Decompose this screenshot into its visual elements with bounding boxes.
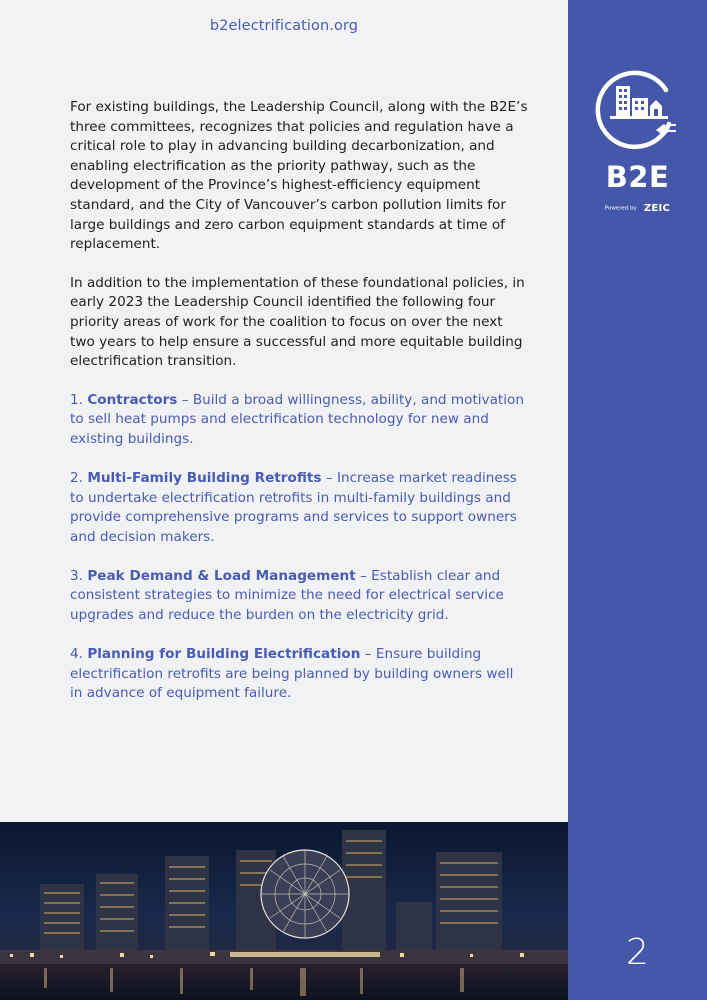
priority-title: Multi-Family Building Retrofits [87, 470, 322, 486]
powered-by-label: Powered by [604, 205, 637, 212]
body-content [70, 98, 530, 723]
priority-title: Peak Demand & Load Management [87, 567, 356, 584]
priority-number: 1. [70, 391, 83, 408]
priority-text: – Establish clear and consistent strategies to minimize the need for electrical service upgrades and reduce the burden on the electricity grid. [70, 567, 504, 624]
powered-by-brand: ZEIC [643, 203, 671, 214]
priority-title: Contractors [87, 391, 178, 408]
priority-item-planning [70, 645, 530, 704]
priority-item-peak-demand [70, 567, 530, 626]
powered-by [568, 198, 707, 217]
priority-item-contractors [70, 391, 530, 450]
priority-number: 3. [70, 567, 83, 584]
priority-text: – Ensure building electrification retrofits are being planned by building owners well in advance of equipment failure. [70, 646, 514, 702]
page-number: 2 [626, 932, 649, 973]
priority-item-multi-family [70, 469, 530, 547]
brand-name: B2E [605, 160, 670, 194]
priority-number: 4. [70, 646, 83, 663]
priority-text: – Build a broad willingness, ability, and motivation to sell heat pumps and electrification technology for new and existing buildings. [70, 391, 524, 447]
priority-number: 2. [70, 470, 83, 486]
city-skyline-night-icon [0, 822, 568, 1000]
priority-text: – Increase market readiness to undertake electrification retrofits in multi-family buildings and provide comprehensive programs and services to support owners and decision makers. [70, 470, 517, 545]
paragraph-priority-intro: In addition to the implementation of these foundational policies, in early 2023 the Leadership Council identified the following four priority areas of work for the coalition to focus on over the next two years to help ensure a successful and more equitable building electrification transition. [70, 274, 525, 370]
city-skyline-photo [0, 822, 568, 1000]
building-plug-icon [594, 68, 680, 154]
priority-title: Planning for Building Electrification [87, 646, 361, 663]
site-url[interactable]: b2electrification.org [209, 18, 359, 34]
sidebar [568, 0, 707, 1000]
paragraph-existing-buildings: For existing buildings, the Leadership Council, along with the B2E’s three committees, recognizes that policies and regulation have a critical role to play in advancing building decarbonization, and enabling electrification as the priority pathway, such as the development of the Province’s highest-efficiency equipment standard, and the City of Vancouver’s carbon pollution limits for large buildings and zero carbon equipment standards at time of replacement. [70, 99, 528, 253]
